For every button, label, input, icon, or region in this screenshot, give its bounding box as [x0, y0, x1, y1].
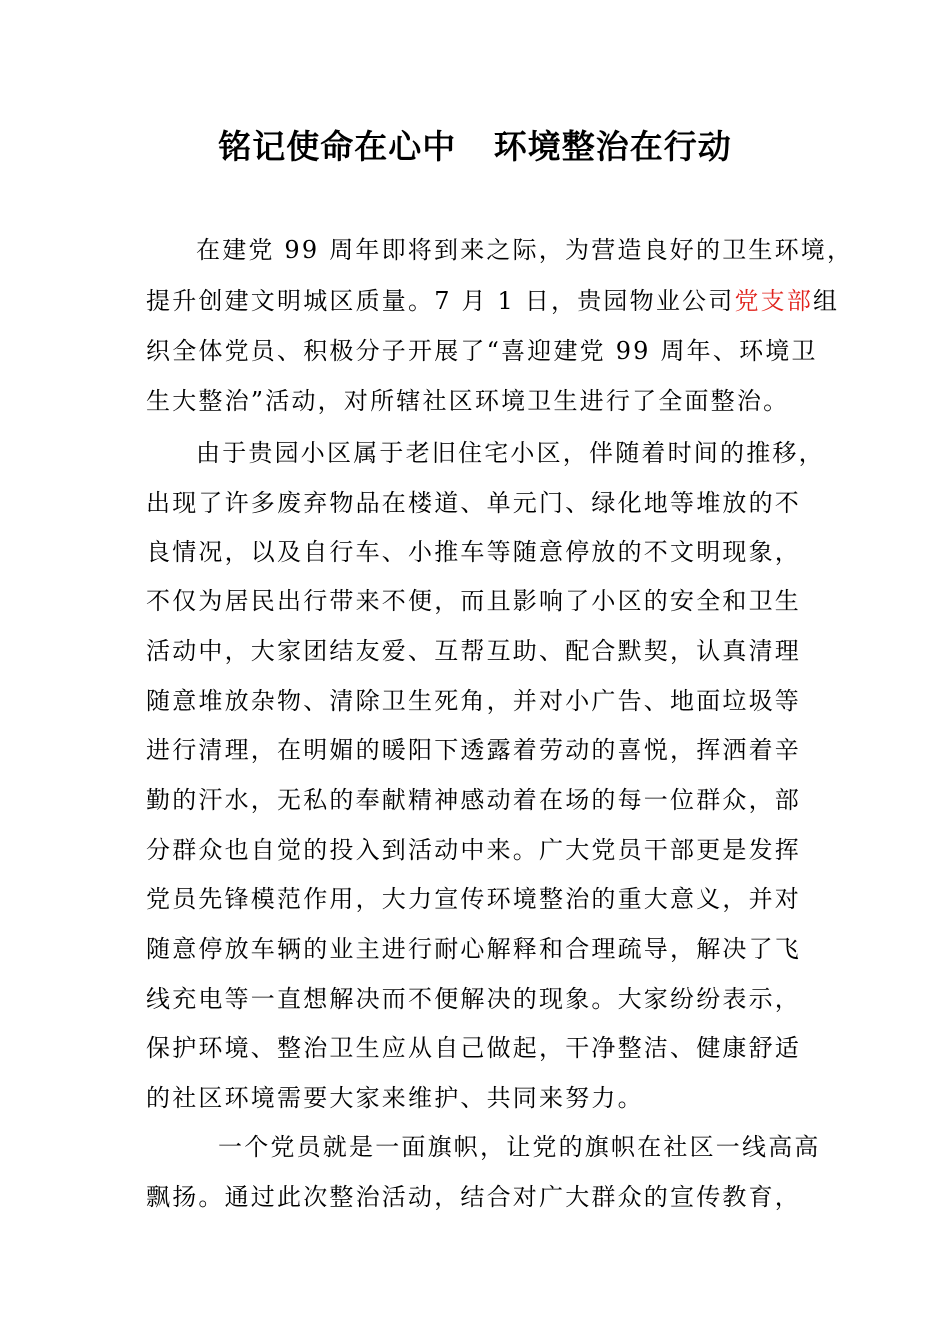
paragraph2-line: 由于贵园小区属于老旧住宅小区，伴随着时间的推移， [196, 439, 825, 467]
paragraph1-line2-text-before: 提升创建文明城区质量。7 月 1 日，贵园物业公司 [146, 287, 735, 315]
paragraph2-line: 不仅为居民出行带来不便，而且影响了小区的安全和卫生 [146, 587, 801, 615]
paragraph2-line: 良情况，以及自行车、小推车等随意停放的不文明现象， [146, 538, 801, 566]
paragraph2-line: 随意堆放杂物、清除卫生死角，并对小广告、地面垃圾等 [146, 687, 801, 715]
paragraph2-line: 线充电等一直想解决而不便解决的现象。大家纷纷表示， [146, 985, 801, 1013]
party-branch-highlight: 党支部 [734, 287, 814, 315]
paragraph1-line2-text-after: 组 [813, 287, 840, 315]
paragraph1-line3: 织全体党员、积极分子开展了“喜迎建党 99 周年、环境卫 [146, 337, 818, 365]
paragraph2-line: 活动中，大家团结友爱、互帮互助、配合默契，认真清理 [146, 637, 801, 665]
paragraph2-line: 党员先锋模范作用，大力宣传环境整治的重大意义，并对 [146, 885, 801, 913]
paragraph1-line1: 在建党 99 周年即将到来之际，为营造良好的卫生环境， [196, 236, 854, 264]
paragraph2-line: 的社区环境需要大家来维护、共同来努力。 [146, 1084, 644, 1112]
paragraph2-line: 出现了许多废弃物品在楼道、单元门、绿化地等堆放的不 [146, 489, 801, 517]
paragraph2-line: 分群众也自觉的投入到活动中来。广大党员干部更是发挥 [146, 836, 801, 864]
paragraph2-line: 保护环境、整治卫生应从自己做起，干净整洁、健康舒适 [146, 1034, 801, 1062]
paragraph2-line: 随意停放车辆的业主进行耐心解释和合理疏导，解决了飞 [146, 935, 801, 963]
document-title: 铭记使命在心中 环境整治在行动 [218, 127, 732, 166]
paragraph3-line: 飘扬。通过此次整治活动，结合对广大群众的宣传教育， [146, 1183, 801, 1211]
paragraph1-line4: 生大整治”活动，对所辖社区环境卫生进行了全面整治。 [146, 387, 790, 415]
paragraph2-line: 进行清理，在明媚的暖阳下透露着劳动的喜悦，挥洒着辛 [146, 736, 801, 764]
paragraph1-line2 [146, 276, 839, 326]
paragraph2-line: 勤的汗水，无私的奉献精神感动着在场的每一位群众，部 [146, 786, 801, 814]
paragraph3-line: 一个党员就是一面旗帜，让党的旗帜在社区一线高高 [218, 1133, 821, 1161]
